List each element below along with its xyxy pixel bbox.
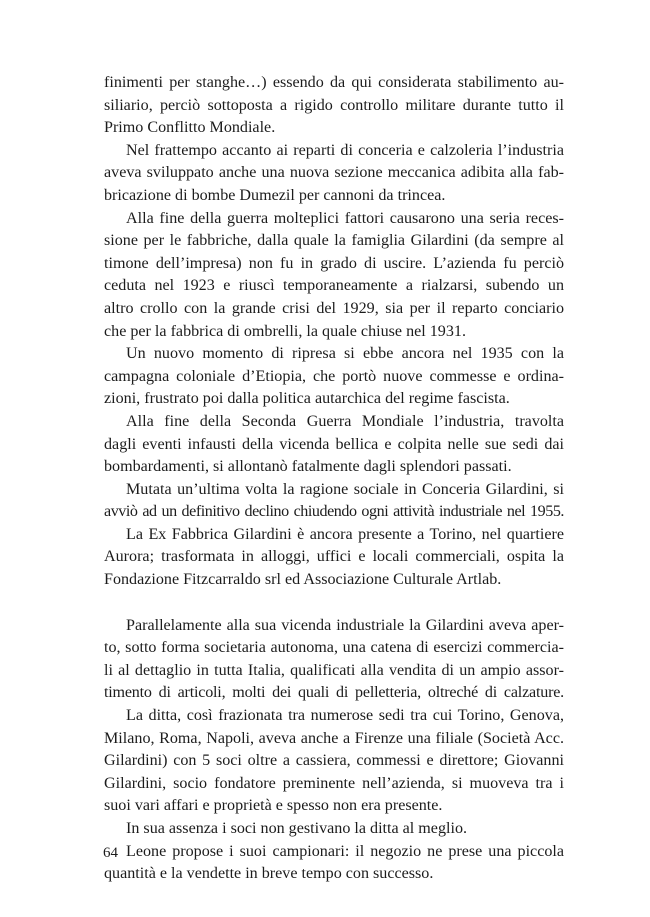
text-line: bricazione di bombe Dumezil per cannoni da trincea.: [104, 186, 446, 204]
text-line: In sua assenza i soci non gestivano la ditta al meglio.: [126, 820, 468, 837]
text-line: quantità e la vendette in breve tempo con successo.: [104, 865, 434, 883]
paragraph: [104, 479, 564, 524]
page-body: [104, 72, 564, 886]
text-line: zioni, frustrato poi dalla politica autarchica del regime fascista.: [104, 390, 510, 408]
text-line: sione per le fabbriche, dalla quale la famiglia Gilardini (da sempre al: [104, 232, 564, 250]
text-line: Aurora; trasformata in alloggi, uffici e locali commerciali, ospita la: [104, 548, 564, 566]
text-line: siliario, perciò sottoposta a rigido controllo militare durante tutto il: [104, 96, 564, 114]
paragraph: [104, 411, 564, 479]
text-line: suoi vari affari e proprietà e spesso non era presente.: [104, 797, 443, 815]
paragraph: [104, 524, 564, 592]
section-break: [104, 592, 564, 615]
paragraph: [104, 615, 564, 705]
text-line: Primo Conflitto Mondiale.: [104, 119, 276, 137]
text-line: aveva sviluppato anche una nuova sezione meccanica adibita alla fab-: [104, 164, 564, 182]
text-line: ceduta nel 1923 e riuscì temporaneamente a rialzarsi, subendo un: [104, 277, 564, 295]
text-line: che per la fabbrica di ombrelli, la quale chiuse nel 1931.: [104, 322, 466, 340]
paragraph: [104, 818, 564, 841]
text-line: Alla fine della Seconda Guerra Mondiale l’industria, travolta: [126, 412, 564, 430]
text-line: to, sotto forma societaria autonoma, una catena di esercizi commercia-: [104, 639, 564, 657]
paragraph: [104, 343, 564, 411]
text-line: Alla fine della guerra molteplici fattori causarono una seria reces-: [126, 209, 564, 227]
text-line: Gilardini, socio fondatore preminente nell’azienda, si muoveva tra i: [104, 774, 564, 792]
text-line: Mutata un’ultima volta la ragione sociale in Conceria Gilardini, si: [126, 480, 564, 498]
page-number: 64: [103, 845, 118, 861]
text-line: altro crollo con la grande crisi del 1929, sia per il reparto conciario: [104, 299, 564, 317]
paragraph: [104, 140, 564, 208]
text-line: bombardamenti, si allontanò fatalmente dagli splendori passati.: [104, 458, 512, 476]
text-line: avviò ad un definitivo declino chiudendo ogni attività industriale nel 1955.: [104, 503, 564, 521]
text-line: li al dettaglio in tutta Italia, qualificati alla vendita di un ampio assor-: [104, 661, 564, 679]
text-line: Milano, Roma, Napoli, aveva anche a Firenze una filiale (Società Acc.: [104, 729, 564, 747]
text-section-2: [104, 615, 564, 886]
paragraph: [104, 208, 564, 344]
text-section-1: [104, 72, 564, 592]
text-line: dagli eventi infausti della vicenda bellica e colpita nelle sue sedi dai: [104, 435, 564, 453]
text-line: timone dell’impresa) non fu in grado di uscire. L’azienda fu perciò: [104, 254, 564, 272]
text-line: finimenti per stanghe…) essendo da qui considerata stabilimento au-: [104, 74, 564, 91]
text-line: Un nuovo momento di ripresa si ebbe ancora nel 1935 con la: [126, 345, 564, 363]
text-line: La Ex Fabbrica Gilardini è ancora presente a Torino, nel quartiere: [126, 525, 564, 543]
paragraph: [104, 72, 564, 140]
paragraph: [104, 705, 564, 818]
text-line: Leone propose i suoi campionari: il negozio ne prese una piccola: [126, 842, 564, 860]
text-line: campagna coloniale d’Etiopia, che portò nuove commesse e ordina-: [104, 367, 564, 385]
text-line: Parallelamente alla sua vicenda industriale la Gilardini aveva aper-: [126, 616, 564, 634]
text-line: Fondazione Fitzcarraldo srl ed Associazione Culturale Artlab.: [104, 571, 502, 589]
text-line: timento di articoli, molti dei quali di pelletteria, oltreché di calzature.: [104, 684, 564, 702]
paragraph: [104, 841, 564, 886]
text-line: Nel frattempo accanto ai reparti di conceria e calzoleria l’industria: [126, 141, 564, 159]
text-line: La ditta, così frazionata tra numerose sedi tra cui Torino, Genova,: [126, 707, 564, 725]
text-line: Gilardini) con 5 soci oltre a cassiera, commessi e direttore; Giovanni: [104, 752, 564, 770]
